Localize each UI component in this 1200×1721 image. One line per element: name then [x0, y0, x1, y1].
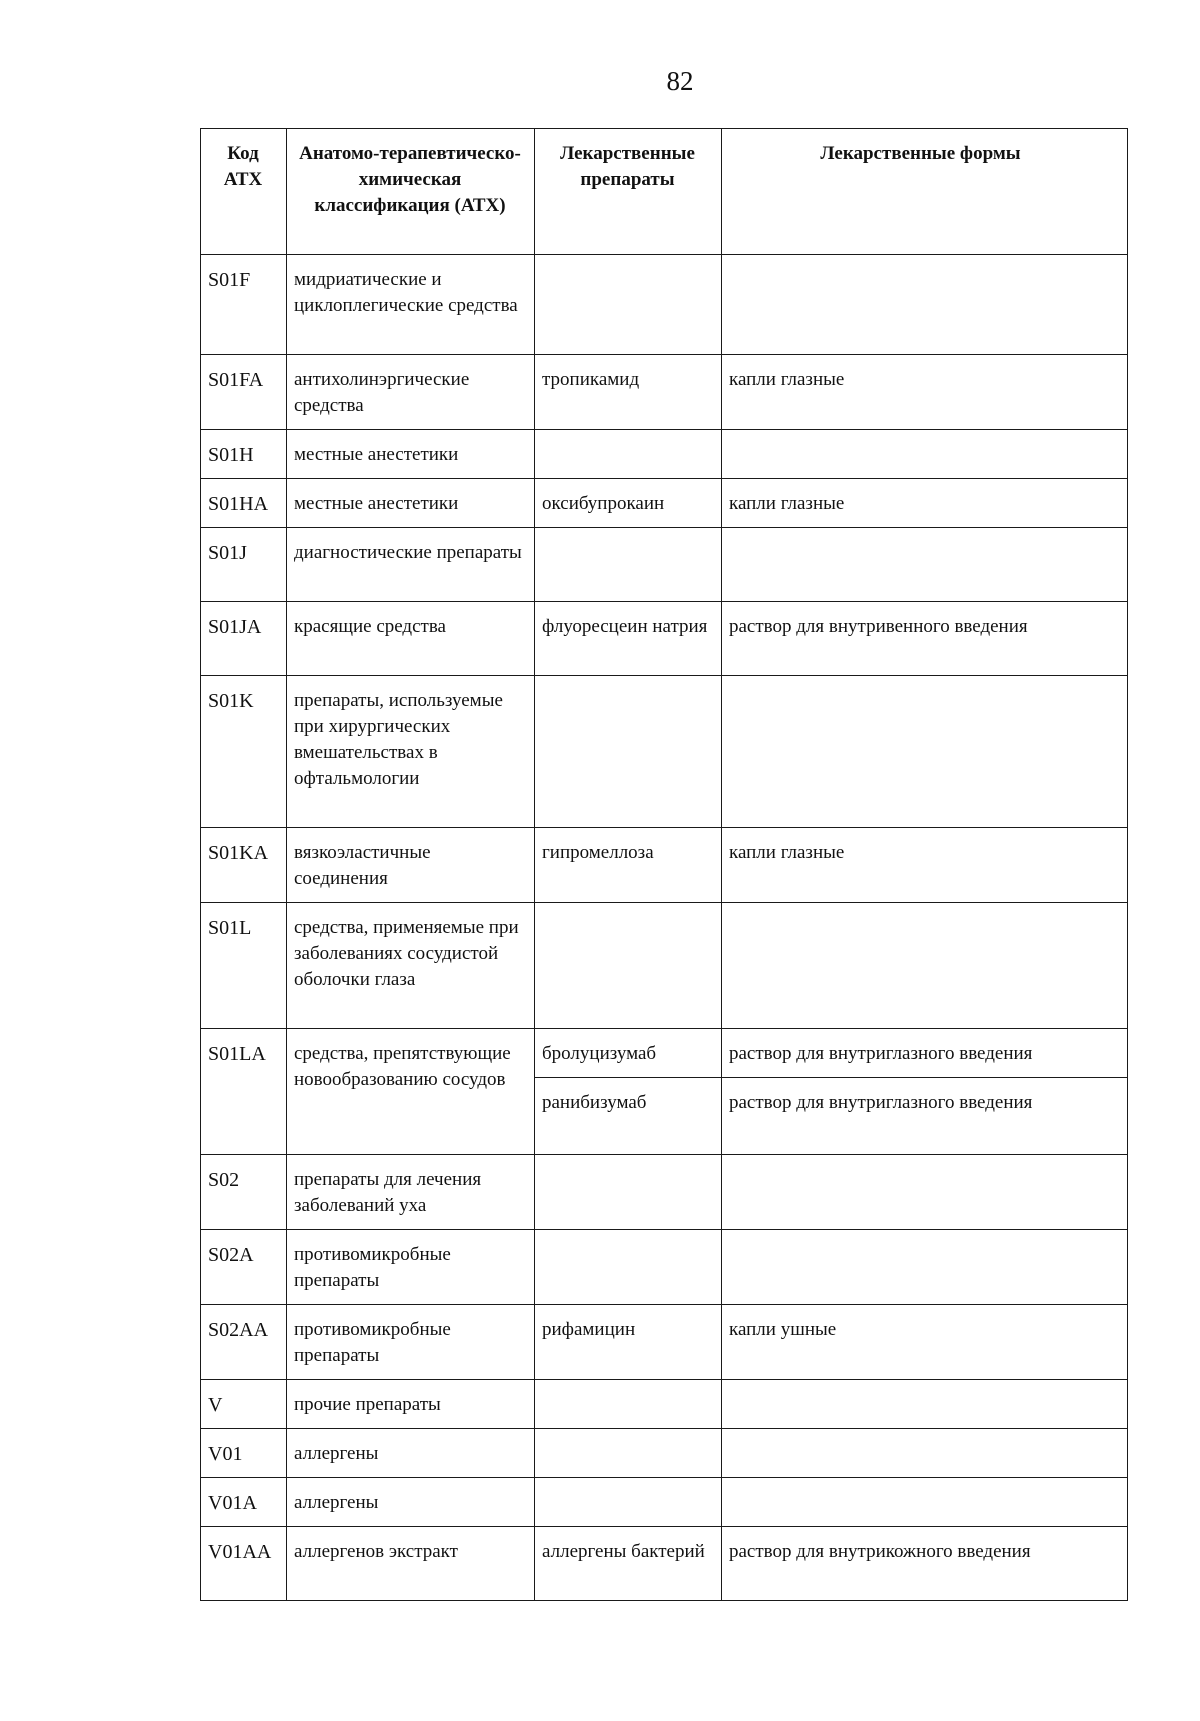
atx-classification: прочие препараты [287, 1380, 535, 1429]
header-classification: Анатомо-терапевтическо-химическая классификация (АТХ) [287, 129, 535, 255]
atx-classification: местные анестетики [287, 479, 535, 528]
atx-code: S02AA [201, 1305, 287, 1380]
drug-name: оксибупрокаин [535, 479, 722, 528]
table-row [201, 602, 1128, 676]
drug-name: гипромеллоза [535, 828, 722, 903]
header-code: Код АТХ [201, 129, 287, 255]
drug-name [535, 1478, 722, 1527]
atx-code: S01LA [201, 1029, 287, 1155]
drug-name: ранибизумаб [535, 1078, 722, 1155]
dosage-form [722, 528, 1128, 602]
dosage-form: капли глазные [722, 479, 1128, 528]
atx-classification: аллергены [287, 1429, 535, 1478]
table-row [201, 828, 1128, 903]
atx-classification: аллергенов экстракт [287, 1527, 535, 1601]
table-row [201, 903, 1128, 1029]
drug-name [535, 903, 722, 1029]
atx-code: V01 [201, 1429, 287, 1478]
drug-name [535, 1155, 722, 1230]
atx-code: S01JA [201, 602, 287, 676]
drug-name [535, 1230, 722, 1305]
dosage-form [722, 1478, 1128, 1527]
dosage-form [722, 1380, 1128, 1429]
table-row [201, 255, 1128, 355]
drug-name: флуоресцеин натрия [535, 602, 722, 676]
dosage-form [722, 1429, 1128, 1478]
atx-classification: противомикробные препараты [287, 1305, 535, 1380]
table-row [201, 479, 1128, 528]
atx-classification: мидриатические и циклоплегические средства [287, 255, 535, 355]
atx-classification: препараты для лечения заболеваний уха [287, 1155, 535, 1230]
dosage-form [722, 1230, 1128, 1305]
atx-classification: вязкоэластичные соединения [287, 828, 535, 903]
table-row [201, 1029, 1128, 1078]
dosage-form [722, 676, 1128, 828]
atx-code: S01H [201, 430, 287, 479]
atx-classification: диагностические препараты [287, 528, 535, 602]
atx-code: S01HA [201, 479, 287, 528]
table-row [201, 1305, 1128, 1380]
atx-code: S01F [201, 255, 287, 355]
dosage-form: капли глазные [722, 355, 1128, 430]
table-row [201, 528, 1128, 602]
atx-classification: аллергены [287, 1478, 535, 1527]
page-number: 82 [666, 66, 694, 96]
table-row [201, 1527, 1128, 1601]
atx-classification: местные анестетики [287, 430, 535, 479]
table-row [201, 1380, 1128, 1429]
atx-code: S01K [201, 676, 287, 828]
table-row [201, 1478, 1128, 1527]
atx-code: S01KA [201, 828, 287, 903]
table-row [201, 430, 1128, 479]
dosage-form: раствор для внутриглазного введения [722, 1078, 1128, 1155]
atx-code: S02 [201, 1155, 287, 1230]
drug-name [535, 528, 722, 602]
dosage-form: раствор для внутриглазного введения [722, 1029, 1128, 1078]
atx-table [200, 128, 1128, 1601]
drug-name [535, 255, 722, 355]
atx-code: S01L [201, 903, 287, 1029]
table-header-row [201, 129, 1128, 255]
table-row [201, 1230, 1128, 1305]
header-drugs: Лекарственные препараты [535, 129, 722, 255]
dosage-form [722, 430, 1128, 479]
atx-code: V01A [201, 1478, 287, 1527]
drug-name [535, 1380, 722, 1429]
table-row [201, 355, 1128, 430]
atx-code: V01AA [201, 1527, 287, 1601]
atx-code: V [201, 1380, 287, 1429]
dosage-form: капли ушные [722, 1305, 1128, 1380]
drug-name [535, 430, 722, 479]
atx-classification: антихолинэргические средства [287, 355, 535, 430]
drug-name [535, 676, 722, 828]
header-forms: Лекарственные формы [722, 129, 1128, 255]
atx-classification: препараты, используемые при хирургических вмешательствах в офтальмологии [287, 676, 535, 828]
drug-name: рифамицин [535, 1305, 722, 1380]
table-row [201, 1429, 1128, 1478]
table-row [201, 1155, 1128, 1230]
drug-name: тропикамид [535, 355, 722, 430]
atx-code: S02A [201, 1230, 287, 1305]
atx-classification: красящие средства [287, 602, 535, 676]
table-row [201, 676, 1128, 828]
atx-code: S01J [201, 528, 287, 602]
drug-name: бролуцизумаб [535, 1029, 722, 1078]
drug-name: аллергены бактерий [535, 1527, 722, 1601]
dosage-form [722, 255, 1128, 355]
atx-code: S01FA [201, 355, 287, 430]
dosage-form [722, 1155, 1128, 1230]
dosage-form: раствор для внутрикожного введения [722, 1527, 1128, 1601]
dosage-form: капли глазные [722, 828, 1128, 903]
dosage-form [722, 903, 1128, 1029]
atx-classification: средства, применяемые при заболеваниях сосудистой оболочки глаза [287, 903, 535, 1029]
atx-classification: противомикробные препараты [287, 1230, 535, 1305]
drug-name [535, 1429, 722, 1478]
atx-classification: средства, препятствующие новообразованию сосудов [287, 1029, 535, 1155]
dosage-form: раствор для внутривенного введения [722, 602, 1128, 676]
